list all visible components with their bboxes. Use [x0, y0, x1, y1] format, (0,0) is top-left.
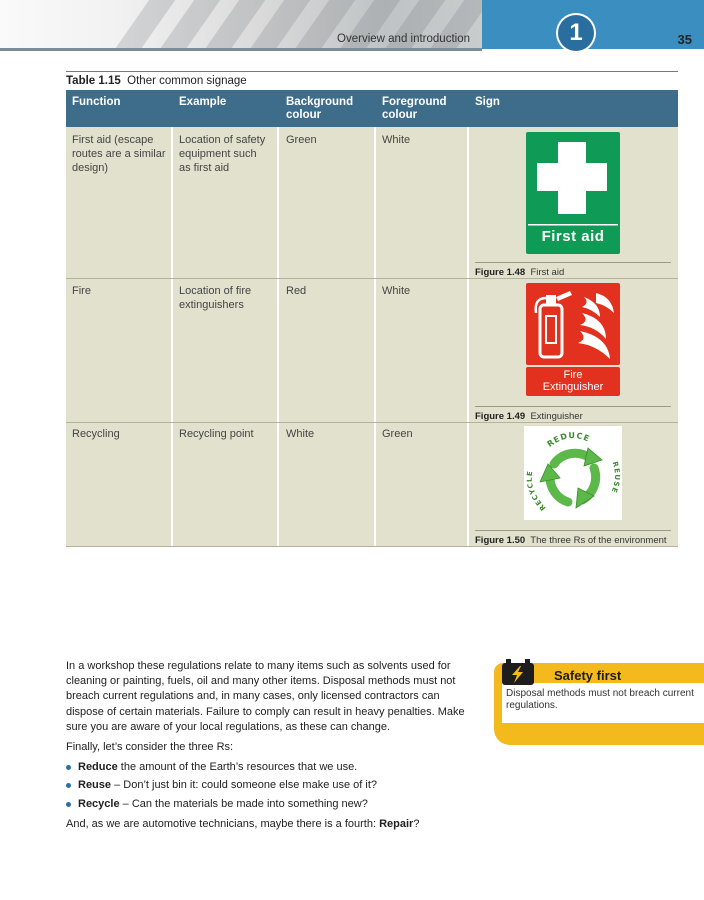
recycle-word-reduce: REDUCE — [545, 430, 592, 449]
recycle-word-reuse: REUSE — [609, 460, 622, 495]
cell-example: Location of fire extinguishers — [179, 285, 252, 311]
list-item-text: the amount of the Earth’s resources that we use. — [117, 761, 358, 774]
list-item-term: Reuse — [78, 779, 112, 792]
cell-function: First aid (escape routes are a similar design) — [72, 134, 166, 174]
cell-background: Red — [286, 285, 307, 297]
list-item — [66, 778, 476, 793]
cell-function: Fire — [72, 285, 91, 297]
recycle-word-recycle: RECYCLE — [525, 469, 548, 513]
figure-caption — [475, 406, 671, 422]
figure-label: Figure 1.49 — [475, 411, 526, 422]
cell-foreground: Green — [382, 428, 413, 440]
paragraph-text: And, as we are automotive technicians, maybe there is a fourth: — [66, 817, 380, 830]
figure-caption — [475, 530, 671, 546]
table-caption-text: Other common signage — [127, 75, 247, 87]
table-header-row — [66, 90, 678, 127]
signage-table — [66, 90, 678, 547]
figure-caption-text: The three Rs of the environment — [530, 535, 667, 546]
header-subtitle: Overview and introduction — [337, 33, 470, 45]
recycle-arrows-icon — [524, 426, 622, 520]
col-header-foreground: Foreground colour — [382, 96, 447, 121]
header-strip — [0, 48, 482, 51]
cell-background: Green — [286, 134, 317, 146]
list-item — [66, 797, 476, 812]
list-item-text: – Don’t just bin it: could someone else make use of it? — [111, 779, 378, 792]
col-header-example: Example — [179, 96, 227, 108]
paragraph: Finally, let’s consider the three Rs: — [66, 741, 234, 754]
svg-text:REDUCE — [545, 431, 591, 449]
column-band — [279, 127, 374, 547]
cell-background: White — [286, 428, 315, 440]
extinguisher-sign-line2: Extinguisher — [542, 381, 604, 393]
three-rs-list — [66, 760, 476, 812]
safety-title: Safety first — [554, 668, 622, 683]
chapter-badge — [556, 13, 596, 53]
lightning-bolt-icon — [502, 663, 534, 685]
paragraph — [66, 817, 476, 832]
figure-label: Figure 1.48 — [475, 267, 526, 278]
fire-extinguisher-sign — [526, 283, 620, 396]
recycle-sign — [524, 426, 622, 520]
row-divider — [66, 422, 678, 423]
bullet-icon — [66, 783, 71, 788]
first-aid-sign — [526, 132, 620, 254]
paragraph-text: ? — [413, 817, 420, 830]
first-aid-sign-text: First aid — [541, 228, 605, 245]
table-caption — [66, 71, 678, 87]
cell-foreground: White — [382, 134, 411, 146]
list-item-text: – Can the materials be made into something new? — [119, 797, 368, 810]
cell-example: Recycling point — [179, 428, 254, 440]
safety-text: Disposal methods must not breach current regulations. — [506, 688, 694, 711]
col-header-function: Function — [72, 96, 121, 108]
list-item — [66, 760, 476, 775]
figure-label: Figure 1.50 — [475, 535, 526, 546]
table-caption-label: Table 1.15 — [66, 75, 121, 87]
body-text — [66, 659, 476, 837]
col-header-sign: Sign — [475, 96, 500, 108]
bullet-icon — [66, 765, 71, 770]
page-number: 35 — [677, 32, 692, 47]
safety-first-box — [494, 663, 704, 745]
column-band — [376, 127, 467, 547]
cell-foreground: White — [382, 285, 411, 297]
cell-example: Location of safety equipment such as first aid — [179, 134, 266, 174]
column-band — [66, 127, 171, 547]
row-divider — [66, 546, 678, 547]
col-header-background: Background colour — [286, 96, 354, 121]
figure-caption-text: First aid — [530, 267, 565, 278]
extinguisher-sign-line1: Fire — [563, 369, 583, 381]
chapter-number: 1 — [558, 15, 594, 51]
column-band — [173, 127, 277, 547]
paragraph-bold: Repair — [379, 817, 414, 830]
bullet-icon — [66, 802, 71, 807]
list-item-term: Recycle — [78, 797, 120, 810]
row-divider — [66, 278, 678, 279]
list-item-term: Reduce — [78, 761, 118, 774]
paragraph: In a workshop these regulations relate to many items such as solvents used for cleaning or painting, fuels, oil and many other items. Disposal methods must not breach current regulations and, in many cases, only licensed contractors can dispose of certain materials. Failure to comply can result in heavy penalties. Make sure you are aware of your local regulations, as these can change. — [66, 660, 465, 733]
figure-caption-text: Extinguisher — [530, 411, 583, 422]
cell-function: Recycling — [72, 428, 120, 440]
figure-caption — [475, 262, 671, 278]
svg-text:REUSE — [609, 461, 621, 495]
